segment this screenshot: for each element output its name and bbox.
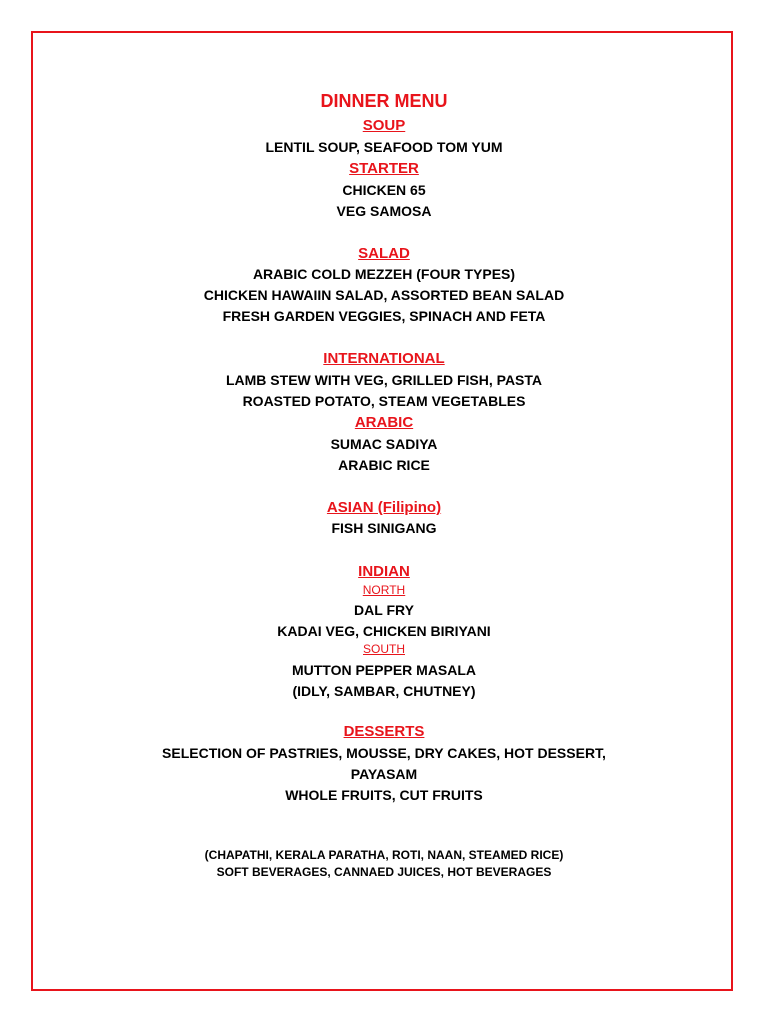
menu-item: MUTTON PEPPER MASALA: [291, 662, 477, 678]
section-heading-salad-label: SALAD: [358, 245, 410, 262]
menu-item: PAYASAM: [350, 766, 418, 782]
section-heading-starter-label: STARTER: [349, 160, 419, 177]
menu-item: LAMB STEW WITH VEG, GRILLED FISH, PASTA: [225, 372, 543, 388]
footer-note: SOFT BEVERAGES, CANNAED JUICES, HOT BEVERAGES: [216, 865, 552, 879]
section-heading-starter: [0, 159, 768, 178]
menu-item: DAL FRY: [354, 602, 414, 618]
menu-item: SUMAC SADIYA: [330, 436, 438, 452]
section-heading-asian: [0, 498, 768, 517]
menu-item: WHOLE FRUITS, CUT FRUITS: [285, 787, 483, 803]
menu-item: (IDLY, SAMBAR, CHUTNEY): [292, 683, 476, 699]
section-heading-international: [0, 349, 768, 368]
section-heading-indian-label: INDIAN: [358, 563, 410, 580]
section-heading-desserts: [0, 722, 768, 741]
menu-item: CHICKEN 65: [342, 182, 426, 198]
menu-item: VEG SAMOSA: [336, 203, 432, 219]
section-heading-soup: [0, 116, 768, 135]
menu-item: LENTIL SOUP, SEAFOOD TOM YUM: [265, 139, 503, 155]
menu-item: ARABIC RICE: [338, 457, 430, 473]
subheading-south: SOUTH: [363, 642, 405, 656]
menu-item: FISH SINIGANG: [331, 520, 437, 536]
menu-item: CHICKEN HAWAIIN SALAD, ASSORTED BEAN SALAD: [203, 287, 565, 303]
section-heading-asian-label: ASIAN (Filipino): [326, 499, 442, 516]
section-heading-desserts-label: DESSERTS: [343, 723, 425, 740]
section-heading-indian: [0, 562, 768, 581]
menu-item: ARABIC COLD MEZZEH (FOUR TYPES): [252, 266, 516, 282]
section-heading-international-label: INTERNATIONAL: [323, 350, 445, 367]
footer-note: (CHAPATHI, KERALA PARATHA, ROTI, NAAN, STEAMED RICE): [204, 848, 564, 862]
menu-item: KADAI VEG, CHICKEN BIRIYANI: [277, 623, 491, 639]
section-heading-arabic: [0, 413, 768, 432]
section-heading-soup-label: SOUP: [362, 117, 406, 134]
menu-item: SELECTION OF PASTRIES, MOUSSE, DRY CAKES, HOT DESSERT,: [162, 745, 606, 761]
subheading-north: NORTH: [362, 583, 406, 597]
section-heading-arabic-label: ARABIC: [354, 414, 414, 431]
menu-item: FRESH GARDEN VEGGIES, SPINACH AND FETA: [222, 308, 546, 324]
menu-item: ROASTED POTATO, STEAM VEGETABLES: [242, 393, 526, 409]
section-heading-salad: [0, 244, 768, 263]
menu-title: DINNER MENU: [320, 91, 448, 111]
